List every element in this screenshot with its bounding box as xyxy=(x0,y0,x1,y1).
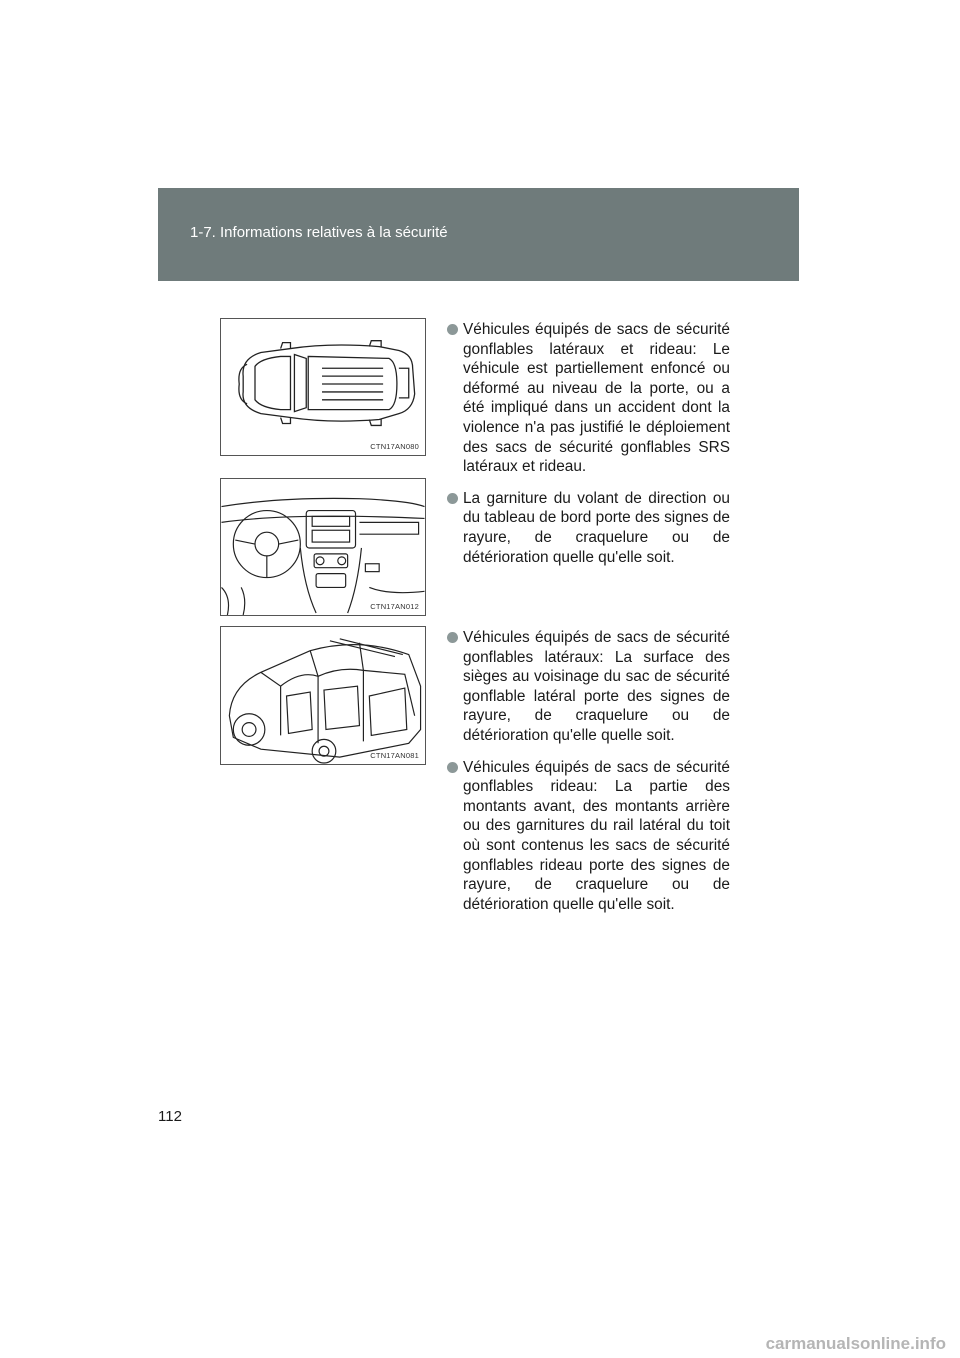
bullet-block-2 xyxy=(446,628,730,926)
watermark: carmanualsonline.info xyxy=(765,1334,946,1353)
figure-code: CTN17AN012 xyxy=(370,602,419,611)
bullet-dot-icon xyxy=(447,324,458,335)
car-side-open-doors-illustration xyxy=(221,627,425,764)
bullet-text: Véhicules équipés de sacs de sécurité gonflables latéraux et rideau: Le véhicule est partiellement enfoncé ou déformé au niveau de la porte, ou a été impliqué dans un accident dont la violence n'a pas justifié le déploiement des sacs de sécurité gonflables SRS latéraux et rideau. xyxy=(463,321,730,476)
figure-dashboard xyxy=(220,478,426,616)
bullet-item xyxy=(446,320,730,477)
bullet-text: Véhicules équipés de sacs de sécurité gonflables rideau: La partie des montants avant, des montants arrière ou des garnitures du rail latéral du toit où sont contenus les sacs de sécurité gonflables rideau porte des signes de rayure, de craquelure ou de détérioration quelle qu'elle soit. xyxy=(463,758,730,913)
section-title: 1-7. Informations relatives à la sécurité xyxy=(190,224,448,241)
car-top-view-illustration xyxy=(221,319,425,455)
bullet-item xyxy=(446,489,730,567)
bullet-dot-icon xyxy=(447,632,458,643)
bullet-dot-icon xyxy=(447,762,458,773)
bullet-dot-icon xyxy=(447,493,458,504)
bullet-block-1 xyxy=(446,320,730,579)
bullet-item xyxy=(446,628,730,746)
figure-code: CTN17AN080 xyxy=(370,442,419,451)
figure-car-top-view xyxy=(220,318,426,456)
bullet-text: La garniture du volant de direction ou du tableau de bord porte des signes de rayure, de craquelure ou de détérioration quelle qu'elle soit. xyxy=(463,489,730,566)
figure-code: CTN17AN081 xyxy=(370,751,419,760)
section-header-band xyxy=(158,188,799,281)
figure-car-side xyxy=(220,626,426,765)
page-number: 112 xyxy=(158,1108,182,1125)
bullet-item xyxy=(446,758,730,915)
dashboard-illustration xyxy=(221,479,425,615)
bullet-text: Véhicules équipés de sacs de sécurité gonflables latéraux: La surface des sièges au voisinage du sac de sécurité gonflable latéral porte des signes de rayure, de craquelure ou de détérioration qu'elle quelle soit. xyxy=(463,629,730,744)
